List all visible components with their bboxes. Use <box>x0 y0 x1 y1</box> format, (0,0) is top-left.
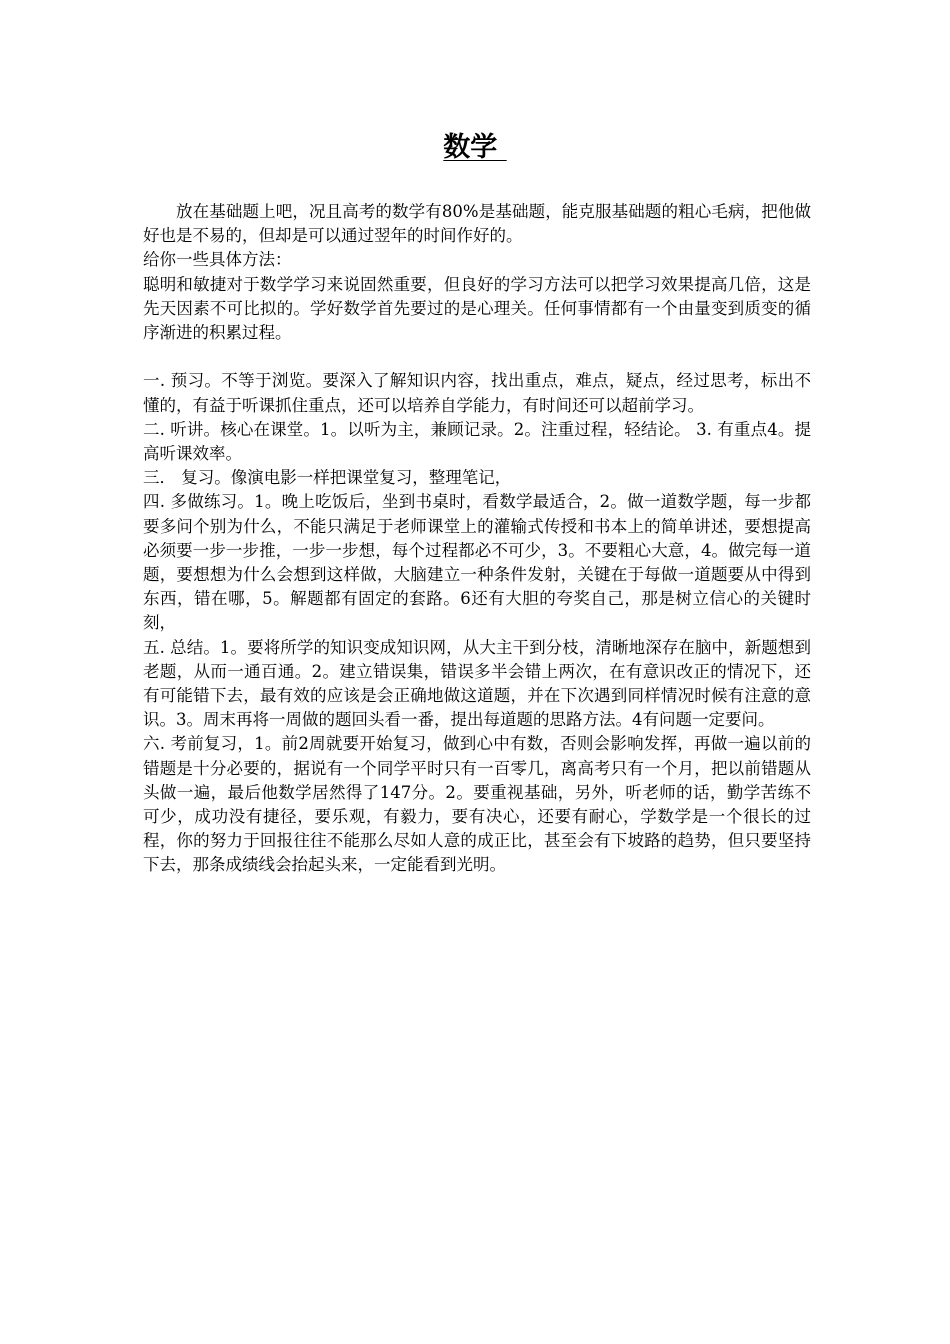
paragraph-step-preview: 一. 预习。不等于浏览。要深入了解知识内容，找出重点，难点，疑点，经过思考，标出不懂的，有益于听课抓住重点，还可以培养自学能力，有时间还可以超前学习。 <box>143 371 811 415</box>
paragraph-step-exam-review: 六. 考前复习，1。前2周就要开始复习，做到心中有数，否则会影响发挥，再做一遍以前的错题是十分必要的，据说有一个同学平时只有一百零几，离高考只有一个月，把以前错题从头做一遍，最后他数学居然得了147分。2。要重视基础，另外，听老师的话，勤学苦练不可少，成功没有捷径，要乐观，有毅力，要有决心，还要有耐心，学数学是一个很长的过程，你的努力于回报往往不能那么尽如人意的成正比，甚至会有下坡路的趋势，但只要坚持下去，那条成绩线会抬起头来，一定能看到光明。 <box>143 734 811 875</box>
paragraph-overview: 聪明和敏捷对于数学学习来说固然重要，但良好的学习方法可以把学习效果提高几倍，这是先天因素不可比拟的。学好数学首先要过的是心理关。任何事情都有一个由量变到质变的循序渐进的积累过程。 <box>143 274 811 343</box>
document-title-text: 数学 <box>443 132 507 163</box>
paragraph-intro: 放在基础题上吧，况且高考的数学有80%是基础题，能克服基础题的粗心毛病，把他做好也是不易的，但却是可以通过翌年的时间作好的。 <box>143 202 811 246</box>
paragraph-step-practice: 四. 多做练习。1。晚上吃饭后，坐到书桌时，看数学最适合，2。做一道数学题，每一步都要多问个别为什么，不能只满足于老师课堂上的灌输式传授和书本上的简单讲述，要想提高必须要一步一步推，一步一步想，每个过程都必不可少，3。不要粗心大意，4。做完每一道题，要想想为什么会想到这样做，大脑建立一种条件发射，关键在于每做一道题要从中得到东西，错在哪，5。解题都有固定的套路。6还有大胆的夸奖自己，那是树立信心的关键时刻， <box>143 492 811 633</box>
document-body <box>143 200 811 878</box>
document-title <box>0 128 950 168</box>
blank-line <box>143 345 811 369</box>
paragraph-step-review: 三． 复习。像演电影一样把课堂复习，整理笔记， <box>143 468 512 488</box>
paragraph-step-listen: 二. 听讲。核心在课堂。1。以听为主，兼顾记录。2。注重过程，轻结论。 3. 有重点4。提高听课效率。 <box>143 419 811 464</box>
paragraph-methods-intro: 给你一些具体方法： <box>143 250 292 270</box>
paragraph-step-summary: 五. 总结。1。要将所学的知识变成知识网，从大主干到分枝，清晰地深存在脑中，新题想到老题，从而一通百通。2。建立错误集，错误多半会错上两次，在有意识改正的情况下，还有可能错下去，最有效的应该是会正确地做这道题，并在下次遇到同样情况时候有注意的意识。3。周末再将一周做的题回头看一番，提出每道题的思路方法。4有问题一定要问。 <box>143 637 811 730</box>
